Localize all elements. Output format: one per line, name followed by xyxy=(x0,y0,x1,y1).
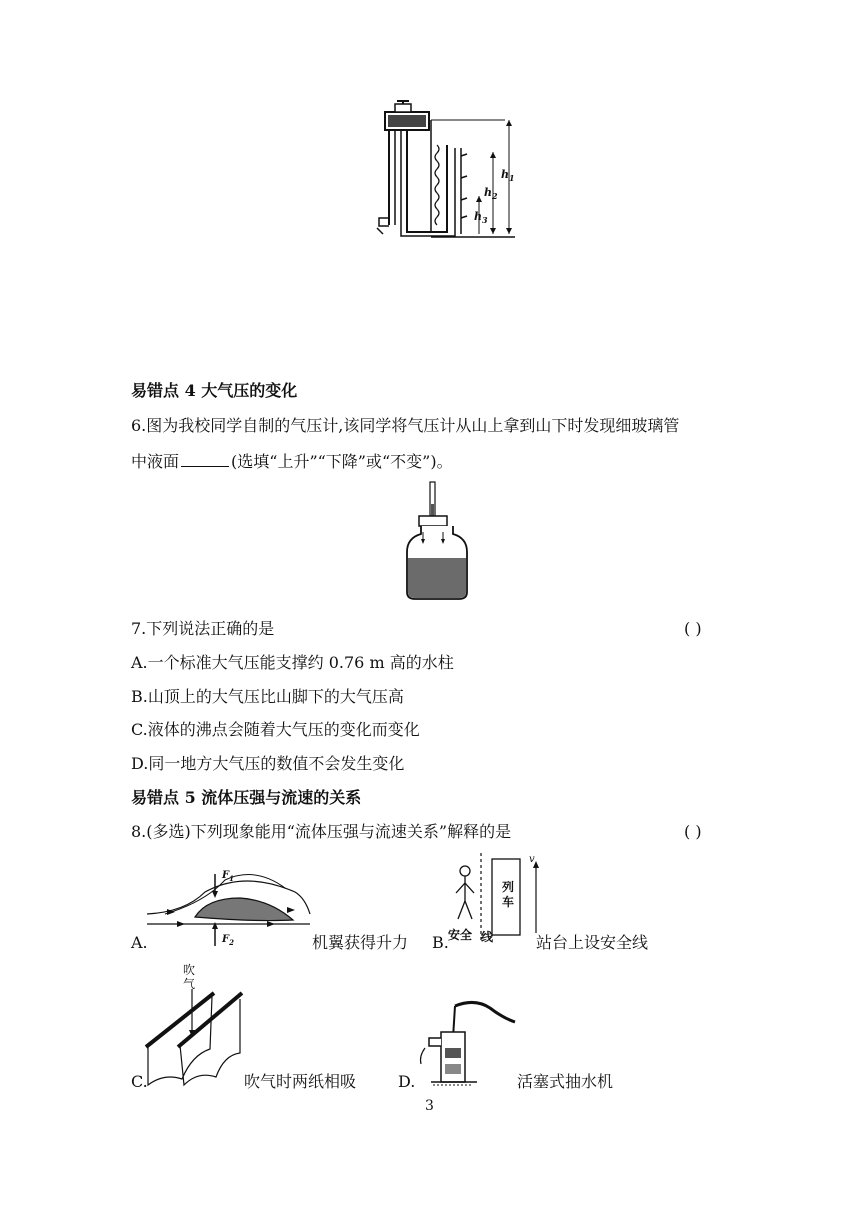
q8-option-b-letter[interactable]: B. xyxy=(432,933,449,952)
q8-option-d-letter[interactable]: D. xyxy=(398,1072,416,1091)
q8-option-a-letter[interactable]: A. xyxy=(131,933,148,952)
label-h3: $h_3$ xyxy=(474,210,488,226)
q7-option-a[interactable]: A.一个标准大气压能支撑约 0.76 m 高的水柱 xyxy=(131,653,454,672)
q8-option-a-text[interactable]: 机翼获得升力 xyxy=(312,933,409,952)
q8-option-c-text[interactable]: 吹气时两纸相吸 xyxy=(244,1072,357,1091)
q6-line1: 6.图为我校同学自制的气压计,该同学将气压计从山上拿到山下时发现细玻璃管 xyxy=(131,416,680,435)
label-h2: $h_2$ xyxy=(484,186,498,202)
label-h1: $h_1$ xyxy=(501,168,515,184)
q7-option-b[interactable]: B.山顶上的大气压比山脚下的大气压高 xyxy=(131,687,404,706)
barometer-apparatus-figure xyxy=(375,100,515,240)
q8-stem: 8.(多选)下列现象能用“流体压强与流速关系”解释的是 xyxy=(131,822,512,841)
q8-option-d-text[interactable]: 活塞式抽水机 xyxy=(517,1072,614,1091)
q7-answer-bracket[interactable]: ( ) xyxy=(684,619,702,638)
section4-heading: 易错点 4 大气压的变化 xyxy=(131,381,298,400)
safety-label: 安全 xyxy=(448,928,473,942)
section5-heading: 易错点 5 流体压强与流速的关系 xyxy=(131,788,362,807)
q6-answer-blank[interactable] xyxy=(181,450,229,467)
q6-line2-prefix: 中液面 xyxy=(131,452,180,471)
q6-line2 xyxy=(131,450,453,473)
velocity-label: v xyxy=(529,854,535,865)
blowing-papers-figure xyxy=(142,975,252,1090)
bottle-barometer-figure xyxy=(403,482,473,602)
q8-option-b-text[interactable]: 站台上设安全线 xyxy=(536,933,649,952)
force-f2-label: $F_2$ xyxy=(222,934,234,947)
q7-option-d[interactable]: D.同一地方大气压的数值不会发生变化 xyxy=(131,754,405,773)
piston-pump-figure xyxy=(415,998,520,1088)
safety-line-label: 线 xyxy=(481,930,494,944)
blow-label: 吹气 xyxy=(183,963,196,991)
train-label: 列车 xyxy=(501,880,514,909)
q7-option-c[interactable]: C.液体的沸点会随着大气压的变化而变化 xyxy=(131,720,420,739)
q8-answer-bracket[interactable]: ( ) xyxy=(684,822,702,841)
q8-option-c-letter[interactable]: C. xyxy=(131,1072,148,1091)
page-number: 3 xyxy=(425,1098,434,1114)
q7-stem: 7.下列说法正确的是 xyxy=(131,619,275,638)
q6-line2-suffix: (选填“上升”“下降”或“不变”)。 xyxy=(231,452,453,471)
force-f1-label: $F_1$ xyxy=(222,870,234,883)
